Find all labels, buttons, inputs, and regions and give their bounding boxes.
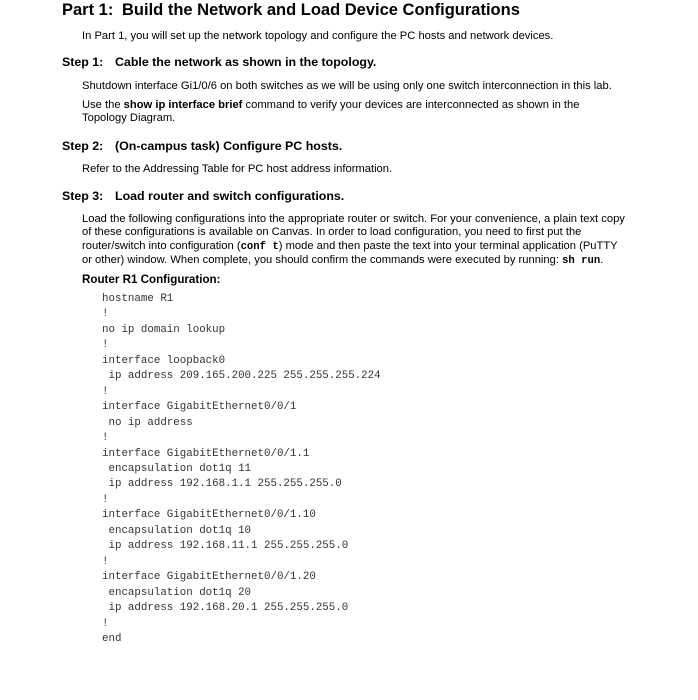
sh-run-command: sh run	[562, 255, 601, 268]
config-line: !	[102, 385, 109, 398]
step-2-number: Step 2:	[62, 139, 104, 153]
config-line: interface GigabitEthernet0/0/1.20	[102, 571, 316, 584]
config-line: !	[102, 432, 109, 445]
config-line: interface loopback0	[102, 354, 226, 367]
step-1-paragraph-1-text: Shutdown interface Gi1/0/6 on both switches as we will be using only one switch interconnection in this lab.	[82, 80, 612, 92]
step-2-heading	[62, 139, 342, 153]
config-line: interface GigabitEthernet0/0/1.10	[102, 509, 316, 522]
config-line: encapsulation dot1q 20	[102, 586, 252, 599]
step-3-heading	[62, 189, 344, 203]
step-3-line-3-pre: router/switch into configuration (	[82, 239, 241, 252]
part-intro-text: In Part 1, you will set up the network topology and configure the PC hosts and network devices.	[82, 30, 554, 42]
step-3-title: Load router and switch configurations.	[115, 189, 345, 203]
step-3-line-4-pre: or other) window. When complete, you should confirm the commands were executed by running:	[82, 254, 563, 267]
step-3-line-3	[82, 240, 642, 254]
step-1-title: Cable the network as shown in the topology.	[115, 55, 377, 69]
config-line: !	[102, 617, 109, 630]
step-1-paragraph-1	[82, 80, 642, 93]
config-line: end	[102, 632, 122, 645]
config-line: !	[102, 339, 109, 352]
part-title-text: Build the Network and Load Device Configurations	[122, 1, 520, 19]
config-line: !	[102, 555, 109, 568]
conf-t-command: conf t	[240, 240, 279, 253]
config-line: no ip domain lookup	[102, 323, 226, 336]
step-2-paragraph-text: Refer to the Addressing Table for PC host address information.	[82, 163, 393, 175]
config-line: ip address 209.165.200.225 255.255.255.224	[102, 370, 381, 383]
part-intro	[82, 30, 642, 43]
step-1-number: Step 1:	[62, 55, 104, 69]
config-line: encapsulation dot1q 10	[102, 524, 252, 537]
step-1-heading	[62, 55, 376, 69]
step-1-p2-pre: Use the	[82, 99, 124, 111]
step-1-paragraph-2-line-2: Topology Diagram.	[82, 112, 176, 125]
part-heading	[62, 1, 520, 20]
step-2-title: (On-campus task) Configure PC hosts.	[115, 139, 343, 153]
config-line: interface GigabitEthernet0/0/1	[102, 401, 297, 414]
step-3-line-2: of these configurations is available on Canvas. In order to load configuration, you need to first put the	[82, 226, 582, 239]
step-1-paragraph-2	[82, 99, 642, 126]
config-line: ip address 192.168.20.1 255.255.255.0	[102, 602, 349, 615]
step-3-paragraph	[82, 213, 642, 269]
step-3-number: Step 3:	[62, 189, 104, 203]
step-2-paragraph	[82, 163, 642, 176]
step-3-line-4	[82, 254, 642, 268]
config-line: !	[102, 308, 109, 321]
config-line: ip address 192.168.1.1 255.255.255.0	[102, 478, 342, 491]
config-line: hostname R1	[102, 293, 174, 305]
step-3-line-3-post: ) mode and then paste the text into your terminal application (PuTTY	[278, 239, 618, 252]
config-line: interface GigabitEthernet0/0/1.1	[102, 447, 310, 460]
router-config-heading: Router R1 Configuration:	[82, 273, 221, 286]
config-line: no ip address	[102, 416, 193, 429]
step-1-p2-post: command to verify your devices are interconnected as shown in the	[242, 99, 580, 111]
config-line: !	[102, 493, 109, 506]
step-1-paragraph-2-line-1	[82, 99, 642, 112]
config-line: ip address 192.168.11.1 255.255.255.0	[102, 540, 349, 553]
step-3-line-1: Load the following configurations into the appropriate router or switch. For your convenience, a plain text copy	[82, 213, 625, 225]
step-3-line-4-post: .	[600, 254, 604, 267]
part-number: Part 1:	[62, 1, 114, 19]
config-line: encapsulation dot1q 11	[102, 462, 252, 475]
router-config-code-block	[102, 292, 381, 647]
step-1-p2-command: show ip interface brief	[123, 99, 243, 111]
